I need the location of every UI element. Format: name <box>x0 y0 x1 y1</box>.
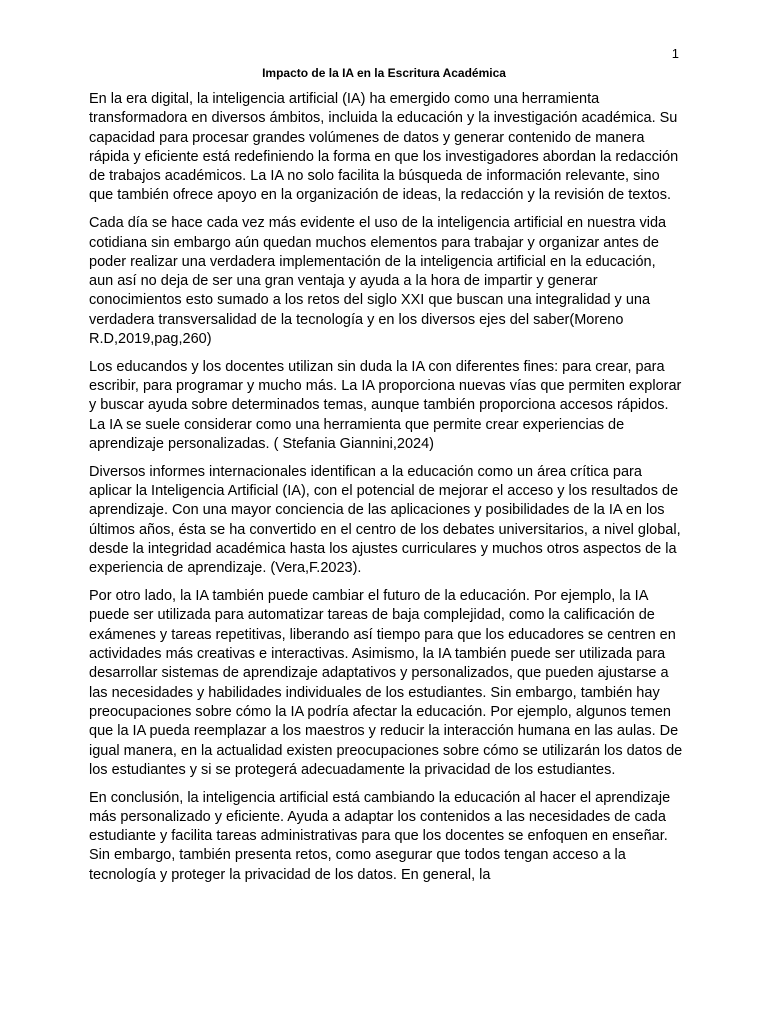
paragraph-4: Diversos informes internacionales identifican a la educación como un área crítica para aplicar la Inteligencia Artificial (IA), con el potencial de mejorar el acceso y los resultados de aprendizaje. Con una mayor conciencia de las aplicaciones y posibilidades de la IA en los últimos años, ésta se ha convertido en el centro de los debates universitarios, a nivel global, desde la integridad académica hasta los ajustes curriculares y muchos otros aspectos de la experiencia de aprendizaje. (Vera,F.2023). <box>89 463 681 577</box>
document-body <box>89 90 683 894</box>
paragraph-2: Cada día se hace cada vez más evidente el uso de la inteligencia artificial en nuestra vida cotidiana sin embargo aún quedan muchos elementos para trabajar y organizar antes de poder realizar una verdadera implementación de la inteligencia artificial en la educación, aun así no deja de ser una gran ventaja y ayuda a la hora de impartir y generar conocimientos esto sumado a los retos del siglo XXI que buscan una integralidad y una verdadera transversalidad de la tecnología y en los diversos ejes del saber(Moreno R.D,2019,pag,260) <box>89 215 667 348</box>
page-number: 1 <box>671 46 679 61</box>
document-title: Impacto de la IA en la Escritura Académica <box>262 66 506 80</box>
paragraph-3: Los educandos y los docentes utilizan sin duda la IA con diferentes fines: para crear, para escribir, para programar y mucho más. La IA proporciona nuevas vías que permiten explorar y buscar ayuda sobre determinados temas, aunque también proporciona accesos rápidos. La IA se suele considerar como una herramienta que permite crear experiencias de aprendizaje personalizadas. ( Stefania Giannini,2024) <box>89 358 682 453</box>
paragraph-6: En conclusión, la inteligencia artificial está cambiando la educación al hacer el aprendizaje más personalizado y eficiente. Ayuda a adaptar los contenidos a las necesidades de cada estudiante y facilita tareas administrativas para que los docentes se enfoquen en enseñar. Sin embargo, también presenta retos, como asegurar que todos tengan acceso a la tecnología y proteger la privacidad de los datos. En general, la <box>89 789 671 883</box>
paragraph-5: Por otro lado, la IA también puede cambiar el futuro de la educación. Por ejemplo, la IA puede ser utilizada para automatizar tareas de baja complejidad, como la calificación de exámenes y tareas repetitivas, liberando así tiempo para que los educadores se centren en actividades más creativas e interactivas. Asimismo, la IA también puede ser utilizada para desarrollar sistemas de aprendizaje adaptativos y personalizados, que pueden ajustarse a las necesidades y habilidades individuales de los estudiantes. Sin embargo, también hay preocupaciones sobre cómo la IA podría afectar la educación. Por ejemplo, algunos temen que la IA pueda reemplazar a los maestros y reducir la interacción humana en las aulas. De igual manera, en la actualidad existen preocupaciones sobre cómo se utilizarán los datos de los estudiantes y si se protegerá adecuadamente la privacidad de los estudiantes. <box>89 588 683 778</box>
paragraph-1: En la era digital, la inteligencia artificial (IA) ha emergido como una herramienta transformadora en diversos ámbitos, incluida la educación y la investigación académica. Su capacidad para procesar grandes volúmenes de datos y generar contenido de manera rápida y eficiente está redefiniendo la forma en que los investigadores abordan la redacción de trabajos académicos. La IA no solo facilita la búsqueda de información relevante, sino que también ofrece apoyo en la organización de ideas, la redacción y la revisión de textos. <box>89 91 679 204</box>
